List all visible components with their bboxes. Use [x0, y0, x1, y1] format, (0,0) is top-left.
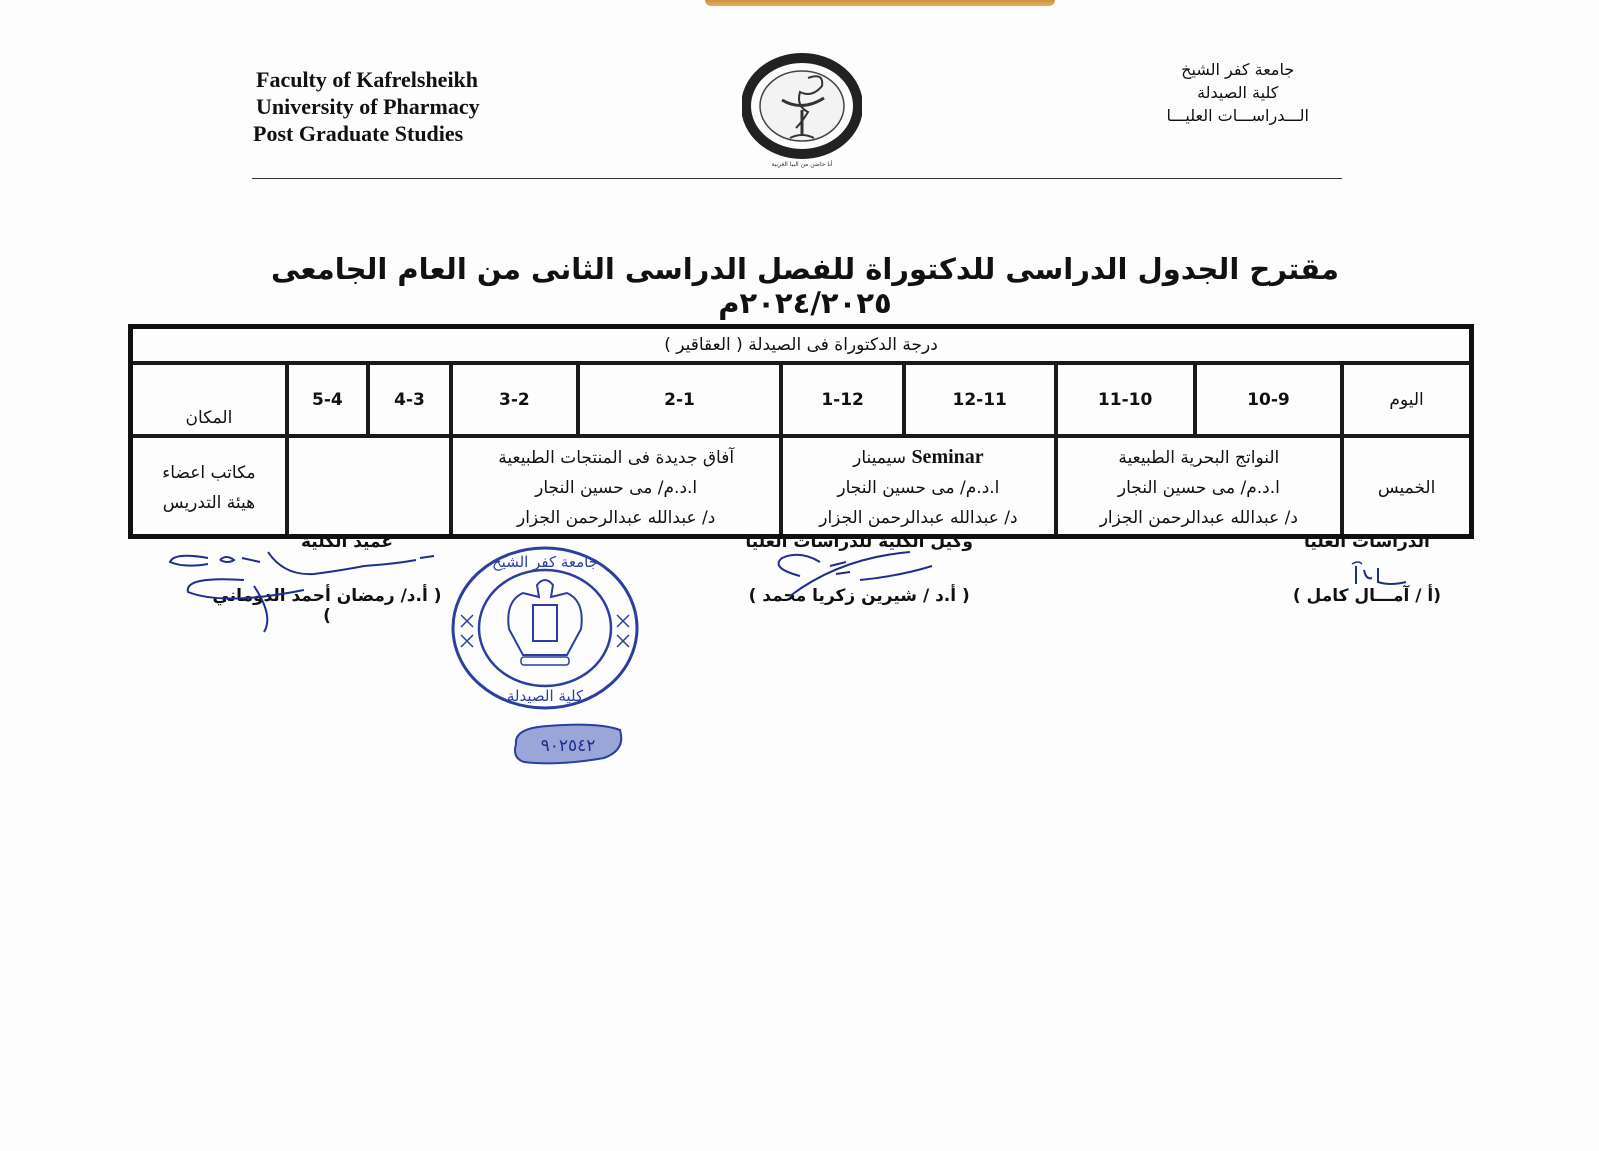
column-header-slot: 5-4: [287, 363, 368, 436]
instructor-1: ا.د.م/ مى حسين النجار: [1117, 477, 1280, 498]
place-line-2: هيئة التدريس: [162, 492, 256, 513]
column-header-slot: 11-10: [1056, 363, 1195, 436]
signature-name: ( أ.د / شيرين زكريا محمد ): [748, 586, 970, 606]
english-header-line-2: University of Pharmacy: [256, 94, 480, 119]
column-header-day: اليوم: [1342, 363, 1471, 436]
course-name-en: Seminar: [911, 446, 984, 468]
day-cell: الخميس: [1342, 436, 1471, 537]
signature-name: ( أ.د/ رمضان أحمد الدوماني ): [212, 586, 442, 626]
stamp-bottom-text: كلية الصيدلة: [506, 687, 584, 705]
arabic-header-line-2: كلية الصيدلة: [1197, 83, 1279, 102]
header-divider: [252, 178, 1342, 179]
session-cell-marine-products: [1056, 436, 1343, 537]
degree-row: [131, 327, 1472, 364]
handwritten-signature-icon: [164, 546, 454, 636]
signature-role: عميد الكلية: [301, 532, 393, 552]
handwritten-signature-icon: [1350, 560, 1410, 590]
arabic-header-line-3: الـــدراســـات العليـــا: [1166, 106, 1309, 125]
course-name: النواتج البحرية الطبيعية: [1118, 447, 1280, 468]
scan-edge-strip: [705, 0, 1055, 6]
instructor-2: د/ عبدالله عبدالرحمن الجزار: [819, 508, 1018, 528]
instructor-1: ا.د.م/ مى حسين النجار: [837, 478, 1000, 498]
english-header: [253, 66, 480, 147]
signature-name: (أ / آمـــال كامل ): [1292, 586, 1441, 606]
instructor-2: د/ عبدالله عبدالرحمن الجزار: [517, 507, 716, 528]
handwritten-signature-icon: [760, 548, 940, 600]
instructor-1: ا.د.م/ مى حسين النجار: [535, 477, 698, 498]
stamp-number: ٩٠٢٥٤٢: [540, 736, 596, 756]
arabic-header-line-1: جامعة كفر الشيخ: [1181, 60, 1295, 79]
table-row: [131, 436, 1472, 537]
stamp-top-text: جامعة كفر الشيخ: [491, 553, 599, 571]
empty-slot-cell: [287, 436, 451, 537]
english-header-line-1: Faculty of Kafrelsheikh: [256, 67, 479, 92]
page-title: مقترح الجدول الدراسى للدكتوراة للفصل الدراسى الثانى من العام الجامعى ٢٠٢٤/٢٠٢٥م: [271, 252, 1339, 320]
schedule-table: [128, 324, 1474, 539]
course-name: آفاق جديدة فى المنتجات الطبيعية: [498, 447, 735, 468]
column-header-place: المكان: [131, 363, 287, 436]
registration-number-stamp-icon: [508, 720, 626, 766]
signature-role: الدراسات العليا: [1304, 532, 1430, 552]
place-cell: [131, 436, 287, 537]
column-header-slot: 4-3: [368, 363, 451, 436]
course-name-ar: سيمينار: [853, 448, 907, 468]
place-line-1: مكاتب اعضاء: [162, 462, 256, 483]
session-cell-seminar: [781, 436, 1055, 537]
column-header-slot: 12-11: [904, 363, 1056, 436]
official-stamp-icon: [449, 545, 641, 711]
course-name: [784, 442, 1052, 473]
degree-label: درجة الدكتوراة فى الصيدلة ( العقاقير ): [131, 327, 1472, 364]
column-header-slot: 2-1: [578, 363, 782, 436]
column-header-slot: 3-2: [451, 363, 578, 436]
column-header-slot: 10-9: [1195, 363, 1342, 436]
header-row: [131, 363, 1472, 436]
faculty-logo-icon: [742, 52, 862, 172]
signature-role: وكيل الكلية للدراسات العليا: [745, 532, 973, 552]
instructor-2: د/ عبدالله عبدالرحمن الجزار: [1099, 507, 1298, 528]
svg-text:أنا حاضن من البيا الغربية: أنا حاضن من البيا الغربية: [771, 161, 833, 168]
arabic-header: [1166, 58, 1309, 127]
session-cell-natural-products: [451, 436, 781, 537]
english-header-line-3: Post Graduate Studies: [253, 121, 464, 146]
column-header-slot: 1-12: [781, 363, 904, 436]
